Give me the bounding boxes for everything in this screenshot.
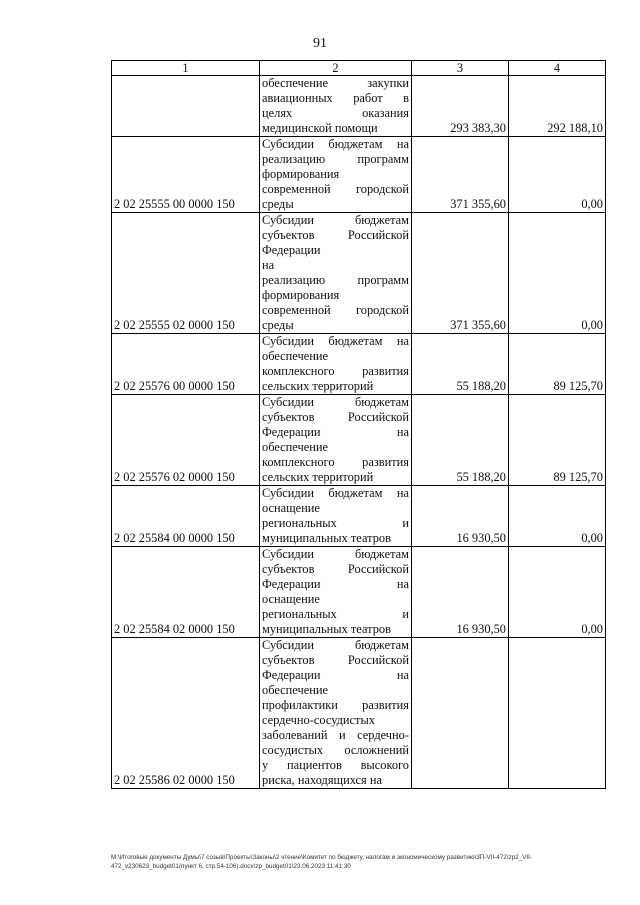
- budget-code-cell: 2 02 25584 00 0000 150: [112, 486, 260, 547]
- description-line: современной городской: [262, 303, 409, 317]
- budget-code-cell: [112, 76, 260, 137]
- table-row: [112, 486, 606, 547]
- header-row: [112, 61, 606, 76]
- description-line: Федерации на: [262, 425, 409, 439]
- budget-code-cell: 2 02 25586 02 0000 150: [112, 638, 260, 789]
- description-line: обеспечение: [262, 440, 328, 454]
- table-row: [112, 334, 606, 395]
- amount-column-3-cell: 371 355,60: [412, 213, 509, 334]
- description-line: субъектов Российской: [262, 228, 409, 242]
- description-line: реализацию программ: [262, 273, 409, 287]
- description-line: муниципальных театров: [262, 531, 391, 545]
- amount-column-4-cell: 0,00: [509, 137, 606, 213]
- budget-code-cell: 2 02 25576 02 0000 150: [112, 395, 260, 486]
- amount-column-3-cell: [412, 638, 509, 789]
- budget-code-cell: 2 02 25555 00 0000 150: [112, 137, 260, 213]
- description-line: Субсидии бюджетам на: [262, 137, 409, 151]
- column-header-4: 4: [509, 61, 606, 76]
- description-line: субъектов Российской: [262, 562, 409, 576]
- description-cell: [260, 213, 412, 334]
- table-row: [112, 547, 606, 638]
- description-line: сердечно-сосудистых: [262, 713, 375, 727]
- amount-column-4-cell: 89 125,70: [509, 395, 606, 486]
- amount-column-3-cell: 293 383,30: [412, 76, 509, 137]
- description-line: комплексного развития: [262, 455, 409, 469]
- description-line: современной городской: [262, 182, 409, 196]
- description-line: Федерации на: [262, 668, 409, 682]
- description-line: формирования: [262, 288, 340, 302]
- description-line: обеспечение: [262, 349, 328, 363]
- description-line: региональных и: [262, 607, 409, 621]
- amount-column-4-cell: 0,00: [509, 547, 606, 638]
- description-line: среды: [262, 318, 294, 332]
- column-header-2: 2: [260, 61, 412, 76]
- amount-column-3-cell: 55 188,20: [412, 395, 509, 486]
- description-line: оснащение: [262, 501, 320, 515]
- description-line: целях оказания: [262, 106, 409, 120]
- description-line: субъектов Российской: [262, 410, 409, 424]
- table-row: [112, 213, 606, 334]
- description-line: обеспечение закупки: [262, 76, 409, 90]
- description-line: Субсидии бюджетам: [262, 547, 409, 561]
- amount-column-4-cell: 0,00: [509, 213, 606, 334]
- description-line: среды: [262, 197, 294, 211]
- amount-column-4-cell: 292 188,10: [509, 76, 606, 137]
- description-line: профилактики развития: [262, 698, 409, 712]
- description-cell: [260, 137, 412, 213]
- description-line: авиационных работ в: [262, 91, 409, 105]
- description-line: реализацию программ: [262, 152, 409, 166]
- budget-code-cell: 2 02 25584 02 0000 150: [112, 547, 260, 638]
- budget-table: [111, 60, 606, 789]
- column-header-3: 3: [412, 61, 509, 76]
- description-cell: [260, 76, 412, 137]
- table-row: [112, 76, 606, 137]
- amount-column-3-cell: 55 188,20: [412, 334, 509, 395]
- description-cell: [260, 547, 412, 638]
- description-cell: [260, 638, 412, 789]
- table-row: [112, 638, 606, 789]
- description-line: Федерации: [262, 243, 321, 257]
- page-number: 91: [313, 36, 327, 51]
- description-line: Субсидии бюджетам: [262, 213, 409, 227]
- amount-column-4-cell: [509, 638, 606, 789]
- amount-column-3-cell: 371 355,60: [412, 137, 509, 213]
- table-body: [112, 76, 606, 789]
- description-line: сельских территорий: [262, 470, 374, 484]
- description-line: сосудистых осложнений: [262, 743, 409, 757]
- description-line: заболеваний и сердечно-: [262, 728, 409, 742]
- description-line: медицинской помощи: [262, 121, 378, 135]
- description-line: комплексного развития: [262, 364, 409, 378]
- description-line: региональных и: [262, 516, 409, 530]
- description-line: Федерации на: [262, 577, 409, 591]
- description-line: у пациентов высокого: [262, 758, 409, 772]
- budget-code-cell: 2 02 25576 00 0000 150: [112, 334, 260, 395]
- amount-column-3-cell: 16 930,50: [412, 486, 509, 547]
- description-line: Субсидии бюджетам: [262, 638, 409, 652]
- description-line: Субсидии бюджетам на: [262, 334, 409, 348]
- amount-column-4-cell: 89 125,70: [509, 334, 606, 395]
- description-line: субъектов Российской: [262, 653, 409, 667]
- description-cell: [260, 334, 412, 395]
- description-line: риска, находящихся на: [262, 773, 382, 787]
- document-path-footer: M:\Итоговые документы Думы\7 созыв\Проекты\Законы\2 чтение\Комитет по бюджету, налогам и экономическому развитию\3П-VII-472\zp2_VII-472_v230623_budget01(пункт 6, стр.54-106).docx\zp_budget01\23.06.2023 11:41:30: [111, 854, 533, 870]
- description-line: обеспечение: [262, 683, 328, 697]
- amount-column-3-cell: 16 930,50: [412, 547, 509, 638]
- amount-column-4-cell: 0,00: [509, 486, 606, 547]
- budget-code-cell: 2 02 25555 02 0000 150: [112, 213, 260, 334]
- description-line: муниципальных театров: [262, 622, 391, 636]
- column-header-1: 1: [112, 61, 260, 76]
- description-line: оснащение: [262, 592, 320, 606]
- description-cell: [260, 395, 412, 486]
- description-line: сельских территорий: [262, 379, 374, 393]
- description-line: на: [262, 258, 275, 272]
- description-line: формирования: [262, 167, 340, 181]
- description-cell: [260, 486, 412, 547]
- description-line: Субсидии бюджетам: [262, 395, 409, 409]
- table-row: [112, 395, 606, 486]
- table-row: [112, 137, 606, 213]
- description-line: Субсидии бюджетам на: [262, 486, 409, 500]
